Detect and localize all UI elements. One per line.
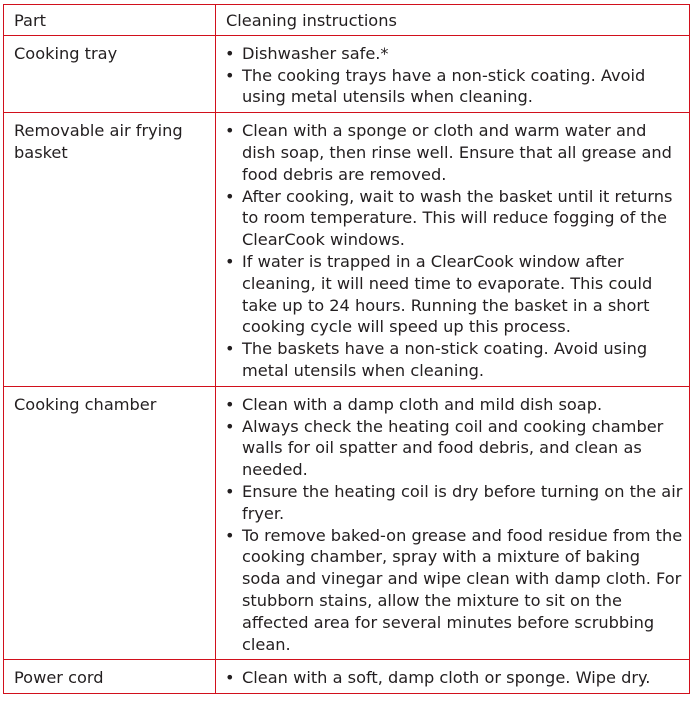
- bullet-icon: •: [225, 339, 235, 359]
- instruction-text: If water is trapped in a ClearCook window after cleaning, it will need time to evaporate. This could take up to 24 hours. Running the basket in a short cooking cycle will speed up this process.: [242, 251, 653, 337]
- instructions-list: [225, 667, 683, 689]
- table-row-cooking-tray: [4, 35, 690, 112]
- instructions-list: [225, 43, 683, 108]
- instruction-text: Clean with a damp cloth and mild dish soap.: [242, 394, 603, 414]
- instruction-text: To remove baked-on grease and food residue from the cooking chamber, spray with a mixture of baking soda and vinegar and wipe clean with damp cloth. For stubborn stains, allow the mixture to sit on the affected area for several minutes before scrubbing clean.: [242, 525, 683, 654]
- instruction-item: [225, 525, 683, 656]
- instructions-cell: [216, 35, 690, 112]
- instructions-cell: [216, 660, 690, 694]
- part-cell: Power cord: [4, 660, 216, 694]
- bullet-icon: •: [225, 251, 235, 271]
- instruction-text: Always check the heating coil and cooking chamber walls for oil spatter and food debris, and clean as needed.: [242, 416, 664, 480]
- instruction-item: [225, 394, 683, 416]
- instruction-text: Clean with a soft, damp cloth or sponge. Wipe dry.: [242, 668, 651, 688]
- part-cell: Cooking chamber: [4, 386, 216, 660]
- instruction-item: [225, 338, 683, 382]
- header-cleaning-instructions: Cleaning instructions: [216, 5, 690, 36]
- instruction-item: [225, 416, 683, 481]
- instruction-text: Clean with a sponge or cloth and warm water and dish soap, then rinse well. Ensure that all grease and food debris are removed.: [242, 121, 672, 184]
- instruction-item: [225, 251, 683, 338]
- instruction-text: After cooking, wait to wash the basket until it returns to room temperature. This will reduce fogging of the ClearCook windows.: [242, 186, 673, 250]
- instruction-item: [225, 667, 683, 689]
- instructions-cell: [216, 113, 690, 387]
- cleaning-table: [3, 4, 690, 694]
- instruction-item: [225, 481, 683, 525]
- instruction-item: [225, 186, 683, 251]
- bullet-icon: •: [225, 43, 235, 63]
- bullet-icon: •: [225, 481, 235, 501]
- table-row-removable-basket: [4, 113, 690, 387]
- header-part: Part: [4, 5, 216, 36]
- instruction-text: The cooking trays have a non-stick coating. Avoid using metal utensils when cleaning.: [242, 65, 646, 107]
- part-cell: Cooking tray: [4, 35, 216, 112]
- table-header-row: [4, 5, 690, 36]
- bullet-icon: •: [225, 668, 235, 688]
- instruction-item: [225, 120, 683, 185]
- cleaning-table-container: [3, 4, 689, 694]
- bullet-icon: •: [225, 416, 235, 436]
- instruction-item: [225, 65, 683, 109]
- bullet-icon: •: [225, 65, 235, 85]
- instructions-cell: [216, 386, 690, 660]
- table-row-cooking-chamber: [4, 386, 690, 660]
- instructions-list: [225, 394, 683, 656]
- instruction-text: Dishwasher safe.*: [242, 43, 389, 63]
- instructions-list: [225, 120, 683, 382]
- instruction-text: Ensure the heating coil is dry before turning on the air fryer.: [242, 481, 683, 523]
- part-cell: Removable air frying basket: [4, 113, 216, 387]
- bullet-icon: •: [225, 525, 235, 545]
- bullet-icon: •: [225, 394, 235, 414]
- instruction-item: [225, 43, 683, 65]
- instruction-text: The baskets have a non-stick coating. Avoid using metal utensils when cleaning.: [242, 339, 648, 380]
- table-row-power-cord: [4, 660, 690, 694]
- bullet-icon: •: [225, 186, 235, 206]
- bullet-icon: •: [225, 121, 235, 141]
